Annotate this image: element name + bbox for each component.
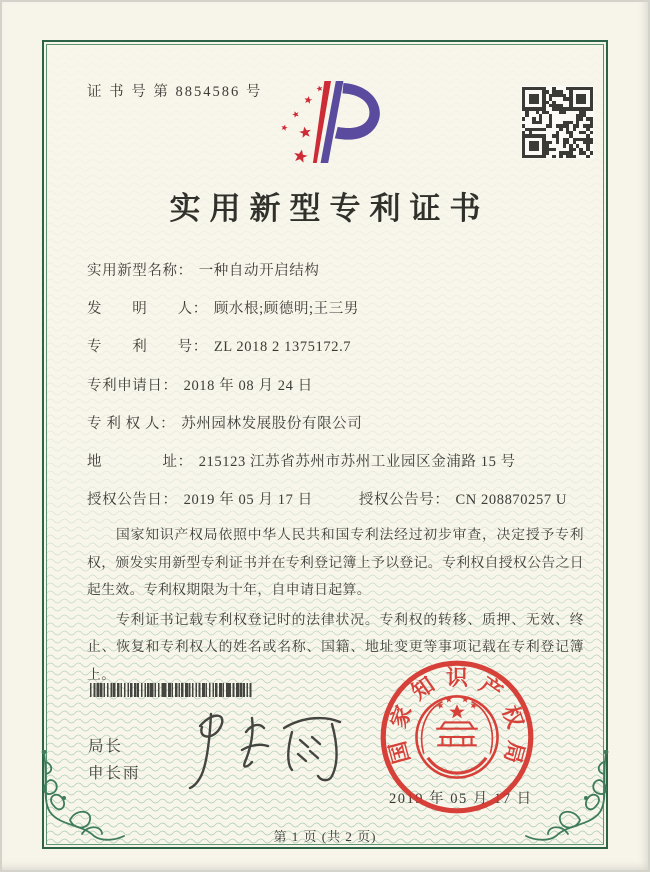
field-patent-number (87, 335, 351, 356)
field-label: 专利申请日： (87, 378, 178, 394)
page-number: 第 1 页 (共 2 页) (273, 829, 377, 844)
field-label: 专 利 权 人： (87, 416, 176, 432)
legal-paragraph-2: 专利证书记载专利权登记时的法律状况。专利权的转移、质押、无效、终止、恢复和专利权人的姓名或名称、国籍、地址变更等事项记载在专利登记簿上。 (87, 611, 584, 682)
handwritten-signature-icon (180, 706, 365, 801)
field-value: 苏州园林发展股份有限公司 (181, 416, 363, 432)
seal-text-char: 产 (475, 672, 507, 705)
field-patentee (87, 412, 362, 433)
seal-text-char: 局 (499, 738, 529, 766)
field-label: 发 明 人： (87, 301, 208, 317)
qr-code (521, 86, 594, 159)
field-address (87, 450, 516, 471)
certificate-title: 实用新型专利证书 (169, 191, 490, 226)
seal-text-char: 国 (385, 738, 415, 766)
field-label: 授权公告号： (358, 492, 450, 508)
field-label: 实用新型名称： (87, 263, 193, 279)
field-value: CN 208870257 U (455, 492, 567, 508)
seal-text-char: 家 (386, 702, 417, 732)
seal-text-char: 识 (446, 666, 468, 691)
field-value: ZL 2018 2 1375172.7 (213, 339, 352, 355)
field-value: 2018 年 08 月 24 日 (183, 378, 313, 394)
barcode (90, 683, 252, 697)
seal-date: 2019 年 05 月 17 日 (389, 791, 533, 807)
field-label: 授权公告日： (87, 492, 178, 508)
seal-text-char: 知 (407, 672, 439, 705)
cnipa-round-seal-icon (378, 658, 536, 816)
field-filing-date (87, 374, 313, 395)
legal-paragraph-1: 国家知识产权局依照中华人民共和国专利法经过初步审查，决定授予专利权，颁发实用新型专利证书并在专利登记簿上予以登记。专利权自授权公告之日起生效。专利权期限为十年，自申请日起算。 (87, 527, 584, 598)
field-inventors (87, 297, 359, 318)
field-value: 215123 江苏省苏州市苏州工业园区金浦路 15 号 (198, 454, 516, 470)
field-value: 2019 年 05 月 17 日 (183, 492, 313, 508)
signer-block (88, 733, 141, 787)
field-value: 顾水根;顾德明;王三男 (213, 301, 359, 317)
cnipa-patent-logo-icon (270, 74, 394, 172)
field-value: 一种自动开启结构 (198, 263, 320, 279)
field-utility-model-name (87, 259, 320, 280)
signer-title: 局长 (88, 738, 124, 755)
signer-name: 申长雨 (88, 765, 141, 783)
field-grant-announcement (87, 488, 567, 509)
seal-text-char: 权 (497, 702, 528, 732)
field-label: 专 利 号： (87, 339, 208, 355)
certificate-number: 证 书 号 第 8854586 号 (87, 84, 263, 100)
field-label: 地 址： (87, 454, 193, 470)
